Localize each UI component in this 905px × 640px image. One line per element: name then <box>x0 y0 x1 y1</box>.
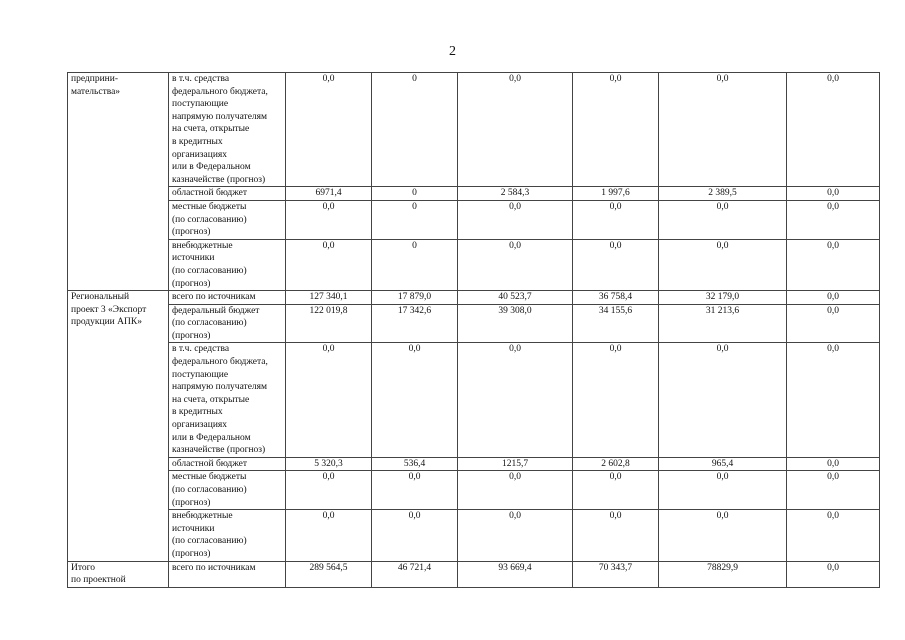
value-cell: 0,0 <box>286 510 372 561</box>
funding-source-cell: местные бюджеты (по согласованию) (прогноз) <box>169 200 286 239</box>
value-cell: 93 669,4 <box>458 561 573 587</box>
table-row <box>68 200 880 239</box>
value-cell: 0 <box>372 187 458 201</box>
funding-source-cell: в т.ч. средства федерального бюджета, поступающие напрямую получателям на счета, открытые в кредитных организациях или в Федеральном казначействе (прогноз) <box>169 73 286 187</box>
budget-table <box>67 72 880 588</box>
value-cell: 6971,4 <box>286 187 372 201</box>
value-cell: 0,0 <box>573 343 659 457</box>
value-cell: 0,0 <box>787 73 880 187</box>
table-row <box>68 239 880 290</box>
value-cell: 39 308,0 <box>458 304 573 343</box>
value-cell: 0,0 <box>659 239 787 290</box>
value-cell: 0,0 <box>458 200 573 239</box>
value-cell: 0,0 <box>787 457 880 471</box>
value-cell: 965,4 <box>659 457 787 471</box>
value-cell: 0 <box>372 239 458 290</box>
value-cell: 36 758,4 <box>573 291 659 305</box>
value-cell: 0,0 <box>372 510 458 561</box>
value-cell: 0,0 <box>458 73 573 187</box>
value-cell: 0,0 <box>573 73 659 187</box>
value-cell: 0,0 <box>573 471 659 510</box>
table-row <box>68 304 880 343</box>
value-cell: 0,0 <box>286 73 372 187</box>
funding-source-cell: областной бюджет <box>169 187 286 201</box>
value-cell: 0,0 <box>286 239 372 290</box>
table-row <box>68 510 880 561</box>
value-cell: 0,0 <box>659 343 787 457</box>
value-cell: 0,0 <box>286 200 372 239</box>
value-cell: 0,0 <box>787 304 880 343</box>
value-cell: 127 340,1 <box>286 291 372 305</box>
value-cell: 5 320,3 <box>286 457 372 471</box>
value-cell: 0,0 <box>787 561 880 587</box>
funding-source-cell: местные бюджеты (по согласованию) (прогноз) <box>169 471 286 510</box>
value-cell: 0,0 <box>787 510 880 561</box>
value-cell: 0,0 <box>659 200 787 239</box>
table-row <box>68 457 880 471</box>
value-cell: 0,0 <box>458 510 573 561</box>
value-cell: 34 155,6 <box>573 304 659 343</box>
value-cell: 536,4 <box>372 457 458 471</box>
value-cell: 289 564,5 <box>286 561 372 587</box>
value-cell: 1 997,6 <box>573 187 659 201</box>
program-name-cell: Итого по проектной <box>68 561 169 587</box>
value-cell: 0,0 <box>458 239 573 290</box>
value-cell: 70 343,7 <box>573 561 659 587</box>
value-cell: 0 <box>372 200 458 239</box>
value-cell: 17 342,6 <box>372 304 458 343</box>
value-cell: 0,0 <box>787 239 880 290</box>
value-cell: 0,0 <box>286 471 372 510</box>
program-name-cell: предприни- мательства» <box>68 73 169 291</box>
funding-source-cell: внебюджетные источники (по согласованию) (прогноз) <box>169 510 286 561</box>
value-cell: 0,0 <box>787 343 880 457</box>
program-name-cell: Региональный проект 3 «Экспорт продукции АПК» <box>68 291 169 561</box>
value-cell: 2 389,5 <box>659 187 787 201</box>
value-cell: 1215,7 <box>458 457 573 471</box>
table-row <box>68 291 880 305</box>
value-cell: 46 721,4 <box>372 561 458 587</box>
value-cell: 2 584,3 <box>458 187 573 201</box>
value-cell: 0,0 <box>372 471 458 510</box>
value-cell: 0,0 <box>458 343 573 457</box>
value-cell: 0,0 <box>573 510 659 561</box>
table-row <box>68 73 880 187</box>
table-row <box>68 187 880 201</box>
value-cell: 0,0 <box>372 343 458 457</box>
page-number: 2 <box>449 44 456 59</box>
funding-source-cell: в т.ч. средства федерального бюджета, поступающие напрямую получателям на счета, открытые в кредитных организациях или в Федеральном казначействе (прогноз) <box>169 343 286 457</box>
funding-source-cell: всего по источникам <box>169 561 286 587</box>
value-cell: 2 602,8 <box>573 457 659 471</box>
value-cell: 0,0 <box>787 471 880 510</box>
funding-source-cell: внебюджетные источники (по согласованию) (прогноз) <box>169 239 286 290</box>
value-cell: 78829,9 <box>659 561 787 587</box>
value-cell: 0 <box>372 73 458 187</box>
funding-source-cell: областной бюджет <box>169 457 286 471</box>
value-cell: 32 179,0 <box>659 291 787 305</box>
funding-source-cell: всего по источникам <box>169 291 286 305</box>
value-cell: 0,0 <box>659 510 787 561</box>
value-cell: 31 213,6 <box>659 304 787 343</box>
table-row <box>68 471 880 510</box>
value-cell: 0,0 <box>659 73 787 187</box>
value-cell: 0,0 <box>573 200 659 239</box>
funding-source-cell: федеральный бюджет (по согласованию) (прогноз) <box>169 304 286 343</box>
value-cell: 0,0 <box>787 291 880 305</box>
table-row <box>68 561 880 587</box>
value-cell: 0,0 <box>787 200 880 239</box>
value-cell: 0,0 <box>458 471 573 510</box>
value-cell: 40 523,7 <box>458 291 573 305</box>
value-cell: 17 879,0 <box>372 291 458 305</box>
table-row <box>68 343 880 457</box>
value-cell: 0,0 <box>787 187 880 201</box>
value-cell: 0,0 <box>573 239 659 290</box>
value-cell: 122 019,8 <box>286 304 372 343</box>
value-cell: 0,0 <box>286 343 372 457</box>
value-cell: 0,0 <box>659 471 787 510</box>
